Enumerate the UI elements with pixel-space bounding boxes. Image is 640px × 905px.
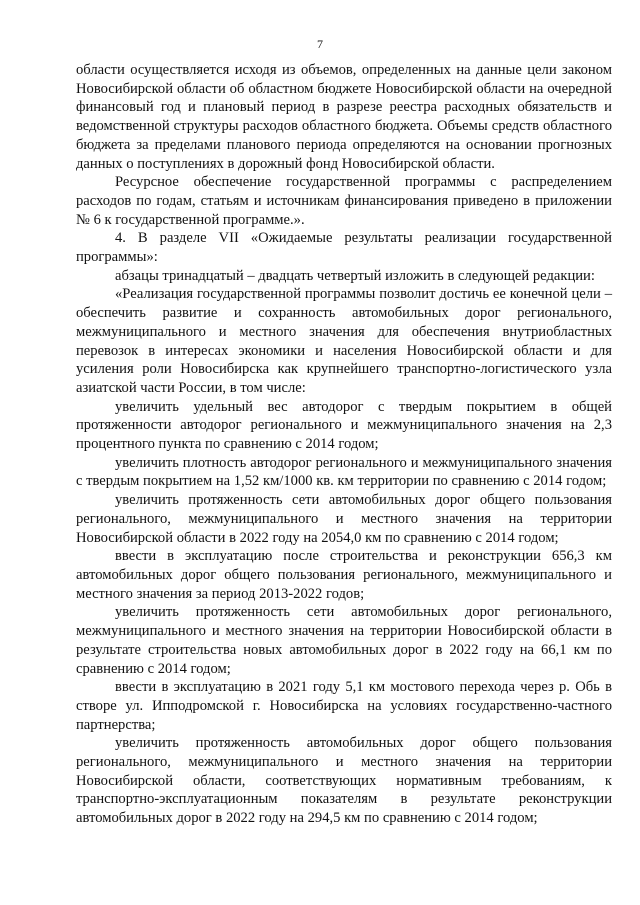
paragraph-new-roads: увеличить протяженность сети автомобильных дорог регионального, межмуниципального и местного значения на территории Новосибирской области в результате строительства новых автомобильных дорог в 2022 году на 66,1 км по сравнению с 2014 годом; bbox=[76, 604, 612, 677]
paragraph-commissioning-2013-2022: ввести в эксплуатацию после строительства и реконструкции 656,3 км автомобильных дорог общего пользования регионального, межмуниципального и местного значения за период 2013-2022 годов; bbox=[76, 548, 612, 602]
page-number: 7 bbox=[317, 37, 323, 51]
paragraph-funding-basis: области осуществляется исходя из объемов, определенных на данные цели законом Новосибирской области об областном бюджете Новосибирской области на очередной финансовый год и плановый период в разрезе реестра расходных обязательств и ведомственной структуры расходов областного бюджета. Объемы средств областного бюджета за пределами планового периода определяются на основании прогнозных данных о поступлениях в дорожный фонд Новосибирской области. bbox=[76, 62, 612, 172]
paragraph-section-vii-heading: 4. В разделе VII «Ожидаемые результаты реализации государственной программы»: bbox=[76, 230, 612, 266]
paragraph-reconstruction: увеличить протяженность автомобильных дорог общего пользования регионального, межмуниципального и местного значения на территории Новосибирской области, соответствующих нормативным требованиям, к транспортно-эксплуатационным показателям в результате реконструкции автомобильных дорог в 2022 году на 294,5 км по сравнению с 2014 годом; bbox=[76, 735, 612, 827]
paragraph-road-density: увеличить плотность автодорог регионального и межмуниципального значения с твердым покрытием на 1,52 км/1000 кв. км территории по сравнению с 2014 годом; bbox=[76, 454, 612, 490]
paragraph-network-length: увеличить протяженность сети автомобильных дорог общего пользования регионального, межмуниципального и местного значения на территории Новосибирской области в 2022 году на 2054,0 км по сравнению с 2014 годом; bbox=[76, 492, 612, 546]
paragraph-ob-bridge: ввести в эксплуатацию в 2021 году 5,1 км мостового перехода через р. Обь в створе ул. Ипподромской г. Новосибирска на условиях государственно-частного партнерства; bbox=[76, 679, 612, 733]
paragraph-amendment-instruction: абзацы тринадцатый – двадцать четвертый изложить в следующей редакции: bbox=[115, 267, 595, 284]
paragraph-program-goal: «Реализация государственной программы позволит достичь ее конечной цели – обеспечить развитие и сохранность автомобильных дорог регионального, межмуниципального и местного значения для обеспечения внутриобластных перевозок в интересах экономики и населения Новосибирской области и для усиления роли Новосибирска как крупнейшего транспортно-логистического узла азиатской части России, в том числе: bbox=[76, 286, 612, 396]
document-body bbox=[76, 61, 612, 828]
paragraph-hard-surface-share: увеличить удельный вес автодорог с твердым покрытием в общей протяженности автодорог регионального и межмуниципального значения на 2,3 процентного пункта по сравнению с 2014 годом; bbox=[76, 398, 612, 453]
paragraph-resource-provision: Ресурсное обеспечение государственной программы с распределением расходов по годам, статьям и источникам финансирования приведено в приложении № 6 к государственной программе.». bbox=[76, 174, 612, 228]
